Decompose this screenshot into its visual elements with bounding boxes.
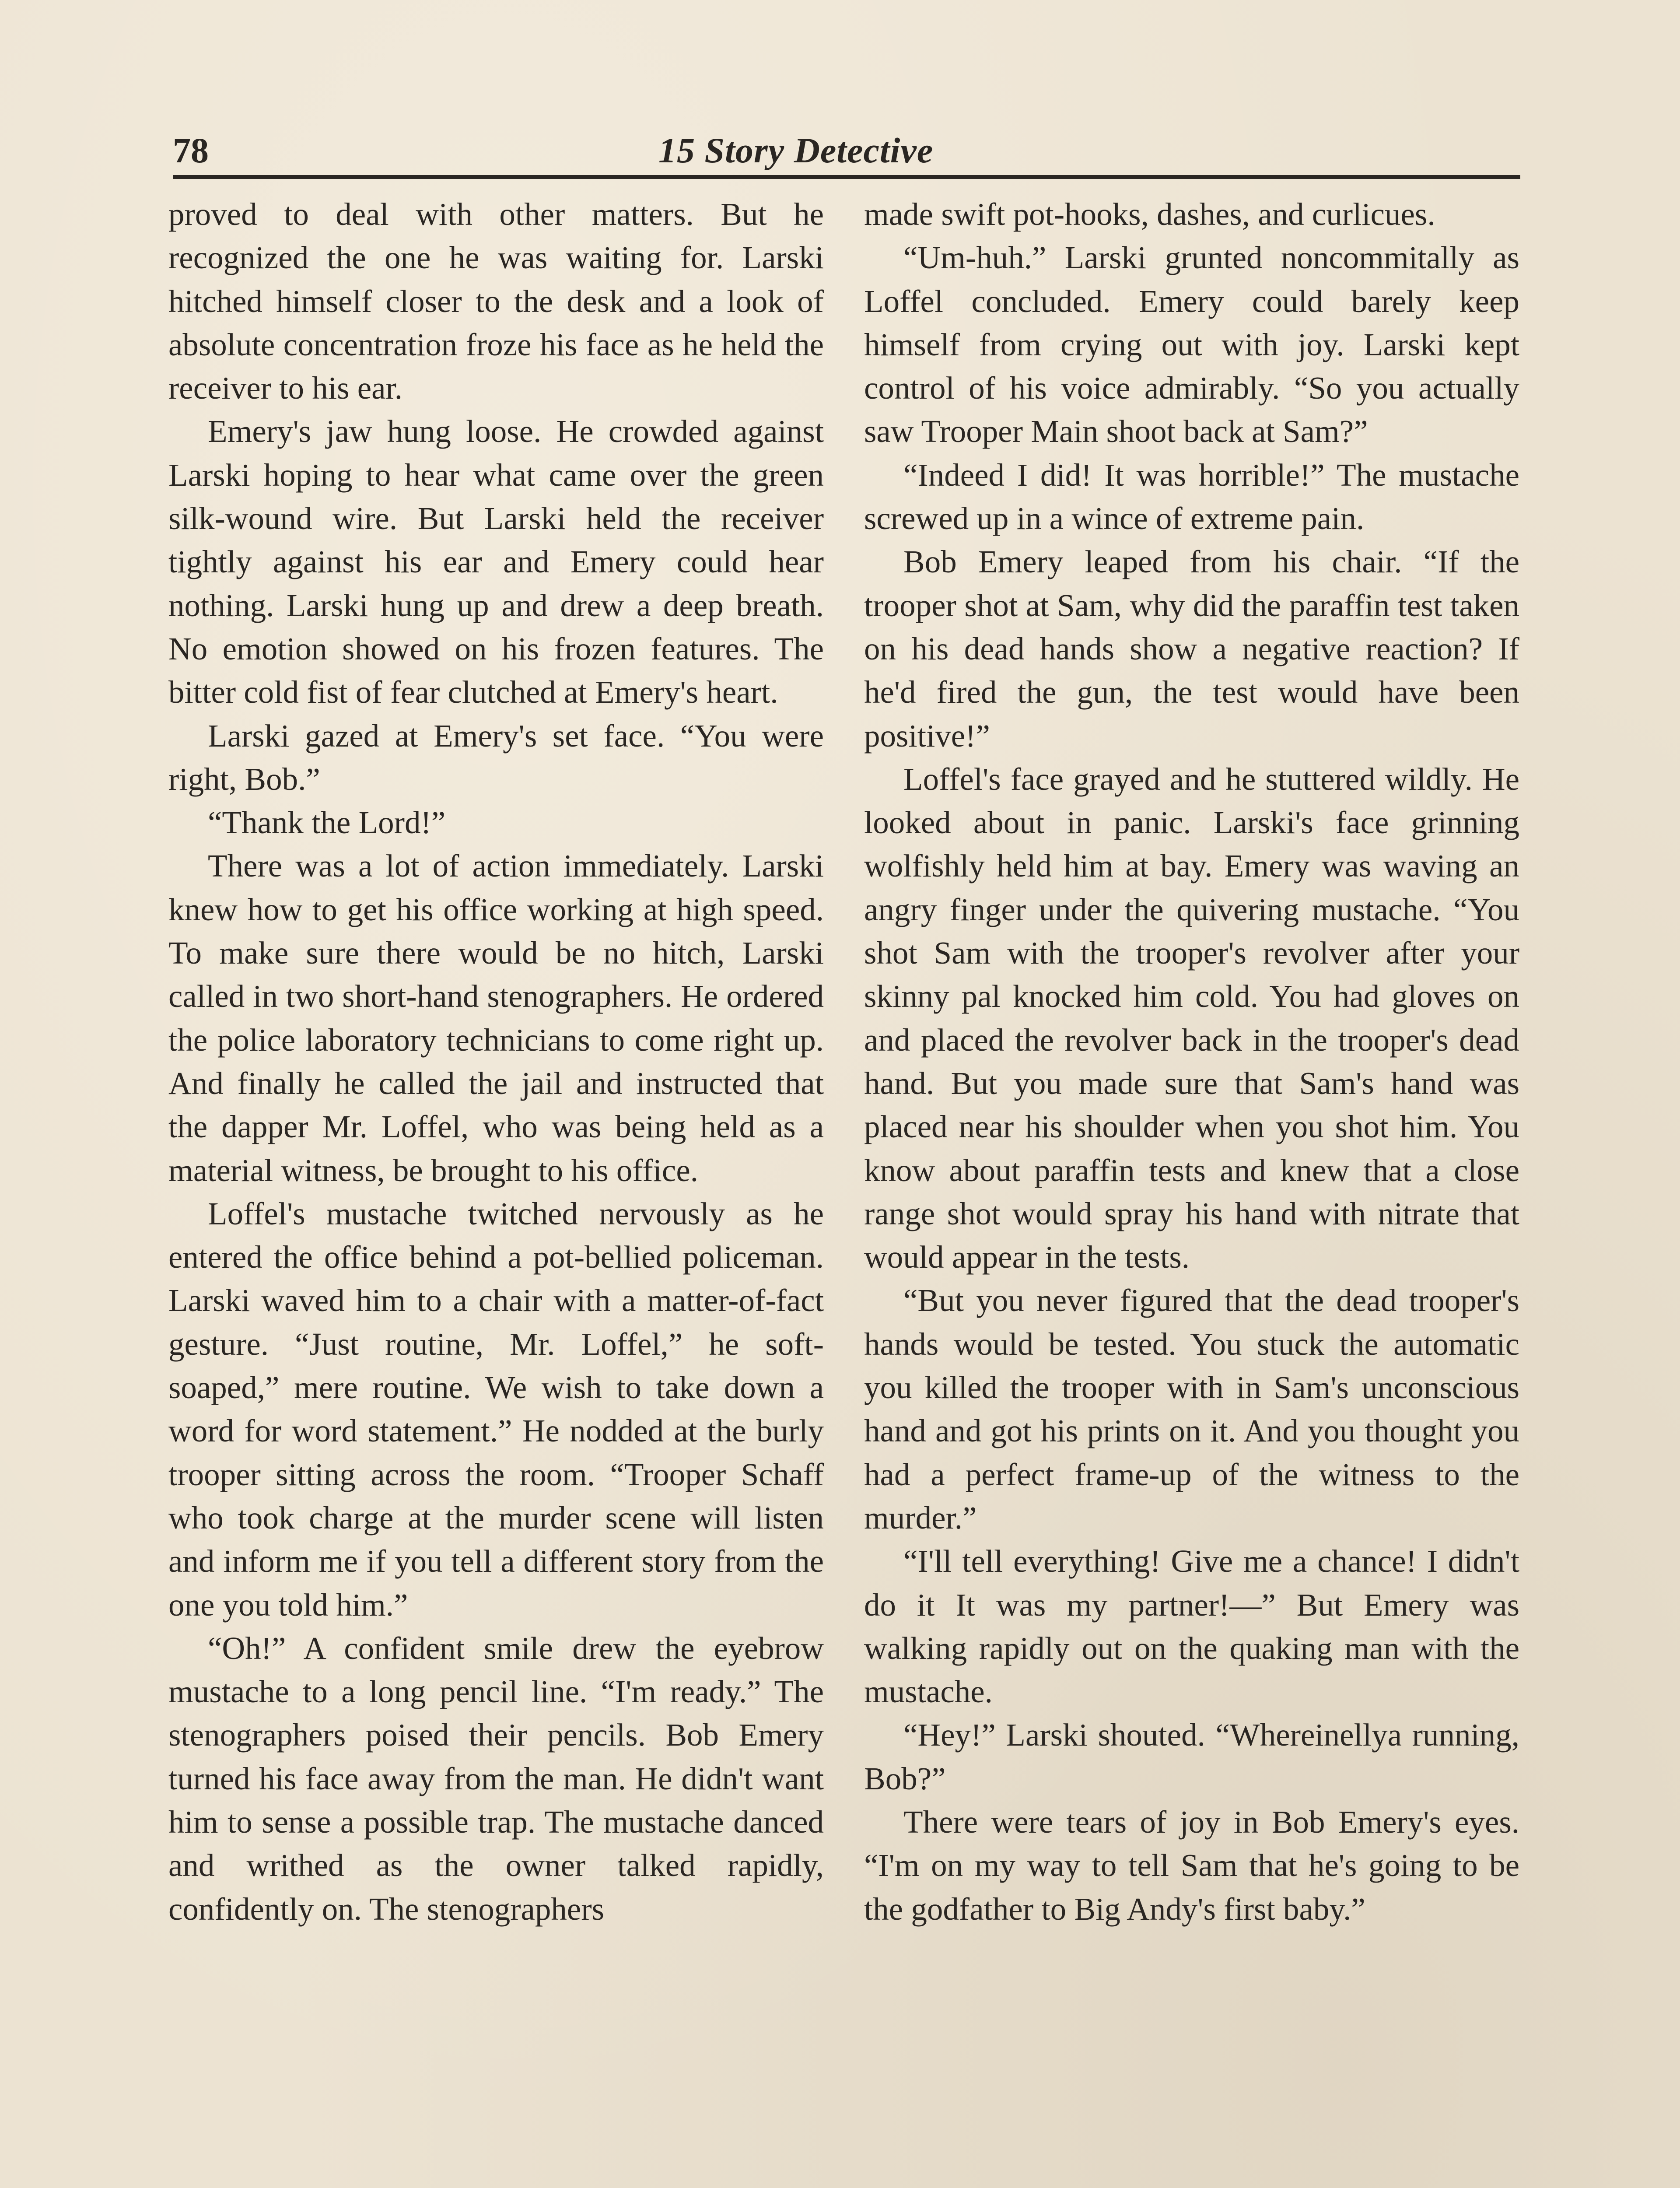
- paragraph: “Um-huh.” Larski grunted noncommitally as Loffel concluded. Emery could barely keep himself from crying out with joy. Larski kept control of his voice admirably. “So you actually saw Trooper Main shoot back at Sam?”: [864, 240, 1519, 449]
- right-column: [864, 193, 1519, 1931]
- left-column: [168, 193, 824, 1931]
- paragraph: Larski gazed at Emery's set face. “You were right, Bob.”: [168, 718, 824, 797]
- paragraph: “But you never figured that the dead trooper's hands would be tested. You stuck the automatic you killed the trooper with in Sam's unconscious hand and got his prints on it. And you thought you had a perfect frame-up of the witness to the murder.”: [864, 1283, 1519, 1536]
- paragraph: Emery's jaw hung loose. He crowded against Larski hoping to hear what came over the green silk-wound wire. But Larski held the receiver tightly against his ear and Emery could hear nothing. Larski hung up and drew a deep breath. No emotion showed on his frozen features. The bitter cold fist of fear clutched at Emery's heart.: [168, 414, 824, 710]
- paragraph: “Hey!” Larski shouted. “Whereinellya running, Bob?”: [864, 1717, 1519, 1796]
- paragraph: Loffel's face grayed and he stuttered wildly. He looked about in panic. Larski's face grinning wolfishly held him at bay. Emery was waving an angry finger under the quivering mustache. “You shot Sam with the trooper's revolver after your skinny pal knocked him cold. You had gloves on and placed the revolver back in the trooper's dead hand. But you made sure that Sam's hand was placed near his shoulder when you shot him. You know about paraffin tests and knew that a close range shot would spray his hand with nitrate that would appear in the tests.: [864, 761, 1519, 1275]
- paragraph: “Indeed I did! It was horrible!” The mustache screwed up in a wince of extreme pain.: [864, 457, 1519, 536]
- paragraph: proved to deal with other matters. But he recognized the one he was waiting for. Larski hitched himself closer to the desk and a look of absolute concentration froze his face as he held the receiver to his ear.: [168, 196, 824, 406]
- magazine-title: 15 Story Detective: [658, 130, 934, 170]
- paragraph: “Oh!” A confident smile drew the eyebrow mustache to a long pencil line. “I'm ready.” The stenographers poised their pencils. Bob Emery turned his face away from the man. He didn't want him to sense a possible trap. The mustache danced and writhed as the owner talked rapidly, confidently on. The stenographers: [168, 1630, 824, 1927]
- page-header: [173, 127, 1520, 179]
- page-number: 78: [173, 130, 209, 170]
- paragraph: There were tears of joy in Bob Emery's eyes. “I'm on my way to tell Sam that he's going to be the godfather to Big Andy's first baby.”: [864, 1804, 1519, 1927]
- paragraph: “Thank the Lord!”: [208, 805, 446, 841]
- paragraph: Bob Emery leaped from his chair. “If the trooper shot at Sam, why did the paraffin test taken on his dead hands show a negative reaction? If he'd fired the gun, the test would have been positive!”: [864, 544, 1519, 754]
- paragraph: “I'll tell everything! Give me a chance! I didn't do it It was my partner!—” But Emery was walking rapidly out on the quaking man with the mustache.: [864, 1543, 1519, 1710]
- paragraph: made swift pot-hooks, dashes, and curlicues.: [864, 196, 1435, 232]
- paragraph: There was a lot of action immediately. Larski knew how to get his office working at high speed. To make sure there would be no hitch, Larski called in two short-hand stenographers. He ordered the police laboratory technicians to come right up. And finally he called the jail and instructed that the dapper Mr. Loffel, who was being held as a material witness, be brought to his office.: [168, 848, 824, 1188]
- paragraph: Loffel's mustache twitched nervously as he entered the office behind a pot-bellied policeman. Larski waved him to a chair with a matter-of-fact gesture. “Just routine, Mr. Loffel,” he soft-soaped,” mere routine. We wish to take down a word for word statement.” He nodded at the burly trooper sitting across the room. “Trooper Schaff who took charge at the murder scene will listen and inform me if you tell a different story from the one you told him.”: [168, 1196, 824, 1623]
